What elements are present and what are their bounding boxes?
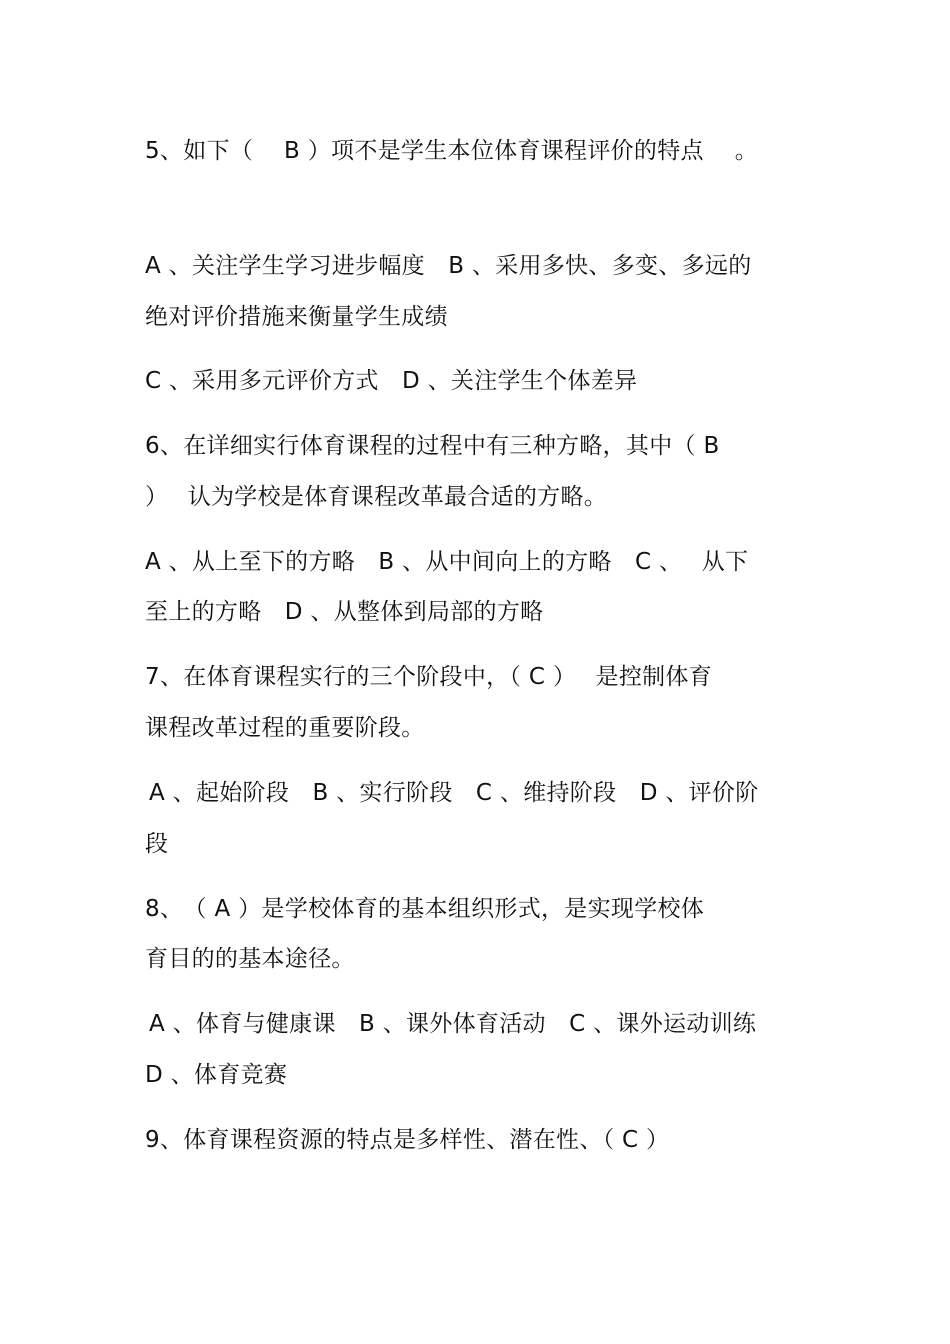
question-8-options-line-1: A 、体育与健康课 B 、课外体育活动 C 、课外运动训练 [149, 1011, 757, 1037]
question-7-stem-line-1: 7、在体育课程实行的三个阶段中，（ C ） 是控制体育 [145, 664, 713, 690]
question-8-options-line-2: D 、体育竞赛 [145, 1062, 288, 1088]
question-5-options-line-3: C 、采用多元评价方式 D 、关注学生个体差异 [145, 368, 638, 394]
question-7-options-line-1: A 、起始阶段 B 、实行阶段 C 、维持阶段 D 、评价阶 [149, 780, 759, 806]
question-6-options-line-1: A 、从上至下的方略 B 、从中间向上的方略 C 、 从下 [145, 549, 749, 575]
question-6-stem-line-2: ） 认为学校是体育课程改革最合适的方略。 [145, 484, 608, 510]
question-5-options-line-2: 绝对评价措施来衡量学生成绩 [145, 304, 448, 330]
question-8-stem-line-1: 8、 （ A ）是学校体育的基本组织形式，是实现学校体 [145, 896, 705, 922]
question-9-stem: 9、体育课程资源的特点是多样性、潜在性、（ C ） [145, 1127, 670, 1153]
question-8-stem-line-2: 育目的的基本途径。 [145, 946, 355, 972]
question-6-options-line-2: 至上的方略 D 、从整体到局部的方略 [145, 599, 544, 625]
question-6-stem-line-1: 6、在详细实行体育课程的过程中有三种方略，其中（ B [145, 433, 720, 459]
question-7-stem-line-2: 课程改革过程的重要阶段。 [145, 715, 425, 741]
question-5-options-line-1: A 、关注学生学习进步幅度 B 、采用多快、多变、多远的 [145, 253, 752, 279]
question-7-options-line-2: 段 [145, 831, 169, 857]
question-5-stem: 5、如下（ B ）项不是学生本位体育课程评价的特点 。 [145, 138, 759, 164]
